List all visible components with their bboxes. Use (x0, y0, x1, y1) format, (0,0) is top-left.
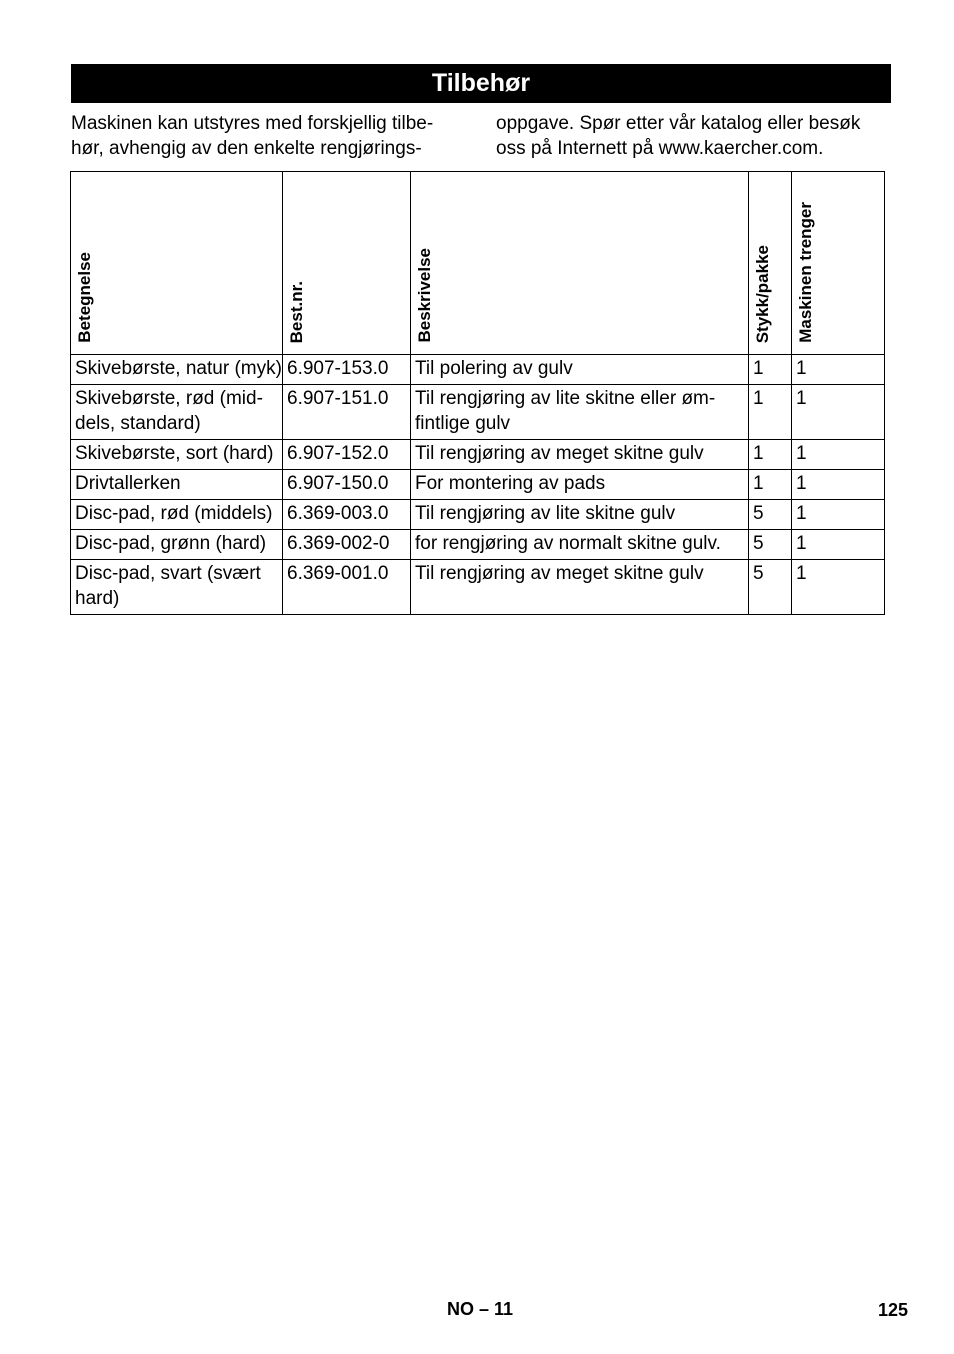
cell-description (411, 530, 749, 560)
cell-name (71, 560, 283, 615)
cell-text: for rengjøring av normalt skitne gulv. (415, 533, 721, 554)
cell-description (411, 385, 749, 440)
cell-text: Til polering av gulv (415, 358, 573, 379)
cell-text: Til rengjøring av lite skitne gulv (415, 503, 676, 524)
cell-need: 1 (792, 500, 885, 530)
cell-text: Skivebørste, sort (hard) (75, 443, 274, 464)
table-row (71, 470, 885, 500)
cell-qty: 5 (749, 560, 792, 615)
header-description (411, 172, 749, 355)
cell-name (71, 385, 283, 440)
header-part-number (283, 172, 411, 355)
cell-part: 6.907-151.0 (283, 385, 411, 440)
table-row (71, 500, 885, 530)
header-label: Beskrivelse (415, 248, 434, 343)
header-label: Stykk/pakke (753, 244, 772, 343)
table-row (71, 560, 885, 615)
cell-qty: 1 (749, 355, 792, 385)
cell-part: 6.369-001.0 (283, 560, 411, 615)
cell-description (411, 500, 749, 530)
header-machine-needs (792, 172, 885, 355)
cell-text: Disc-pad, svart (svært (75, 563, 261, 584)
cell-need: 1 (792, 440, 885, 470)
cell-text: Skivebørste, rød (mid- (75, 388, 263, 409)
table-row (71, 440, 885, 470)
cell-name (71, 440, 283, 470)
cell-part: 6.369-003.0 (283, 500, 411, 530)
header-label: Betegnelse (75, 252, 94, 343)
cell-need: 1 (792, 470, 885, 500)
cell-qty: 1 (749, 440, 792, 470)
cell-text: Til rengjøring av meget skitne gulv (415, 563, 704, 584)
cell-text: Disc-pad, rød (middels) (75, 503, 273, 524)
table-row (71, 530, 885, 560)
cell-need: 1 (792, 385, 885, 440)
table-header-row (71, 172, 885, 355)
cell-text: hard) (75, 588, 120, 609)
cell-text: Til rengjøring av lite skitne eller øm- (415, 388, 716, 409)
cell-text: Drivtallerken (75, 473, 181, 494)
cell-qty: 1 (749, 470, 792, 500)
intro-line: oss på Internett på www.kaercher.com. (496, 138, 824, 159)
intro-line: Maskinen kan utstyres med forskjellig tilbe- (71, 113, 434, 134)
cell-part: 6.369-002-0 (283, 530, 411, 560)
header-label: Best.nr. (287, 280, 306, 343)
intro-line: hør, avhengig av den enkelte rengjørings- (71, 138, 422, 159)
cell-need: 1 (792, 560, 885, 615)
cell-text: fintlige gulv (415, 413, 511, 434)
cell-name (71, 355, 283, 385)
footer-page-number: 125 (878, 1300, 909, 1320)
cell-qty: 5 (749, 530, 792, 560)
cell-name (71, 470, 283, 500)
table-row (71, 385, 885, 440)
cell-name (71, 500, 283, 530)
header-pieces-per-pack (749, 172, 792, 355)
page-title: Tilbehør (71, 64, 891, 103)
cell-text: Skivebørste, natur (myk) (75, 358, 282, 379)
cell-text: dels, standard) (75, 413, 201, 434)
cell-description (411, 440, 749, 470)
cell-text: Til rengjøring av meget skitne gulv (415, 443, 704, 464)
cell-part: 6.907-150.0 (283, 470, 411, 500)
cell-name (71, 530, 283, 560)
header-designation (71, 172, 283, 355)
cell-need: 1 (792, 355, 885, 385)
accessories-table (70, 171, 885, 615)
cell-description (411, 560, 749, 615)
cell-description (411, 355, 749, 385)
header-label: Maskinen trenger (796, 202, 815, 343)
footer-section-label: NO – 11 (447, 1299, 514, 1319)
intro-right-column (496, 111, 896, 161)
cell-description (411, 470, 749, 500)
cell-text: For montering av pads (415, 473, 606, 494)
cell-part: 6.907-153.0 (283, 355, 411, 385)
cell-need: 1 (792, 530, 885, 560)
cell-qty: 1 (749, 385, 792, 440)
cell-part: 6.907-152.0 (283, 440, 411, 470)
intro-left-column (71, 111, 471, 161)
intro-line: oppgave. Spør etter vår katalog eller besøk (496, 113, 861, 134)
cell-text: Disc-pad, grønn (hard) (75, 533, 267, 554)
table-row (71, 355, 885, 385)
cell-qty: 5 (749, 500, 792, 530)
